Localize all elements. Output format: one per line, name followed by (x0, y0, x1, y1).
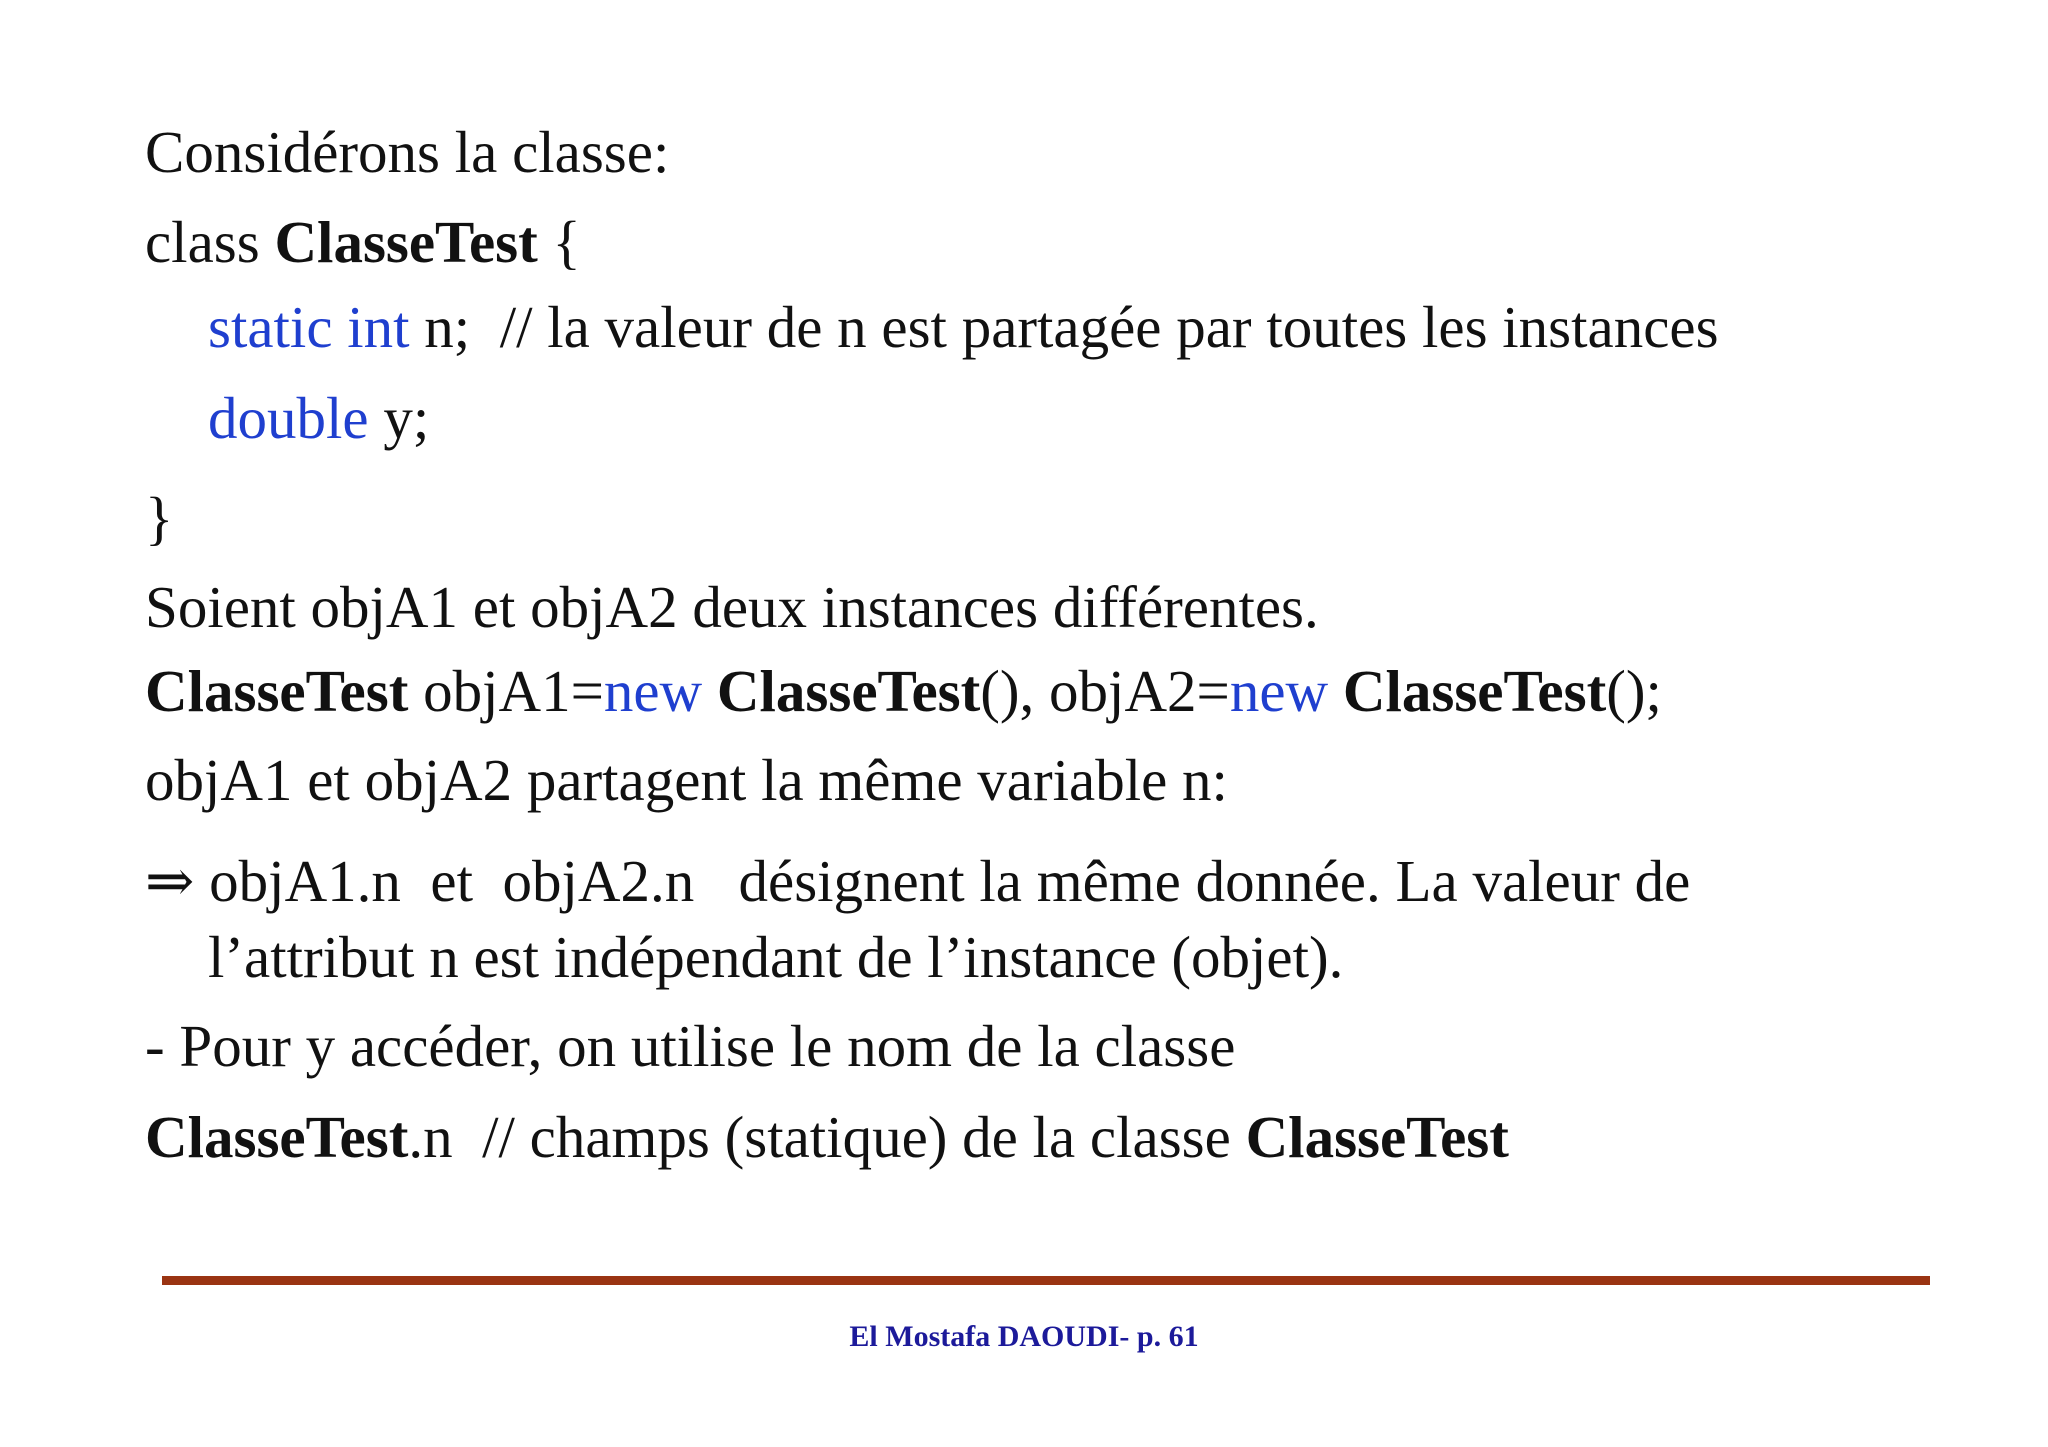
double-keyword: double (208, 385, 369, 451)
type-classetest: ClasseTest (145, 658, 409, 724)
space-1 (702, 658, 717, 724)
constructor-classetest-1: ClasseTest (716, 658, 981, 724)
space-2 (1328, 658, 1343, 724)
implication-line: ⇒ objA1.n et objA2.n désignent la même donnée. La valeur de (145, 848, 1691, 914)
shared-variable-line: objA1 et objA2 partagent la même variable n: (145, 747, 1228, 813)
intro-line: Considérons la classe: (145, 119, 670, 185)
statement-end: (); (1606, 658, 1662, 724)
classetest-qualifier: ClasseTest (145, 1104, 409, 1170)
static-int-keywords: static int (208, 294, 410, 360)
constructor-classetest-2: ClasseTest (1342, 658, 1607, 724)
footer-rule (162, 1276, 1930, 1285)
double-field-line (208, 383, 429, 453)
implication-continuation-line: l’attribut n est indépendant de l’instance (objet). (208, 924, 1344, 990)
static-access-line (145, 1102, 1509, 1172)
class-declaration-line (145, 207, 581, 277)
classetest-name: ClasseTest (1245, 1104, 1509, 1170)
class-keyword: class (145, 209, 275, 275)
access-line: - Pour y accéder, on utilise le nom de la classe (145, 1013, 1236, 1079)
new-keyword-2: new (1229, 658, 1329, 724)
obja1-assign: objA1= (408, 658, 604, 724)
class-name: ClasseTest (274, 209, 538, 275)
instances-line: Soient objA1 et objA2 deux instances différentes. (145, 574, 1319, 640)
static-access-comment: .n // champs (statique) de la classe (408, 1104, 1246, 1170)
open-brace: { (537, 209, 581, 275)
static-field-comment: n; // la valeur de n est partagée par toutes les instances (409, 294, 1719, 360)
static-field-line (208, 292, 1719, 362)
new-keyword-1: new (603, 658, 703, 724)
instantiation-line (145, 656, 1662, 726)
footer-author-page: El Mostafa DAOUDI- p. 61 (849, 1320, 1199, 1353)
double-field-name: y; (368, 385, 430, 451)
obja2-assign: (), objA2= (980, 658, 1230, 724)
close-brace-line: } (145, 485, 174, 551)
